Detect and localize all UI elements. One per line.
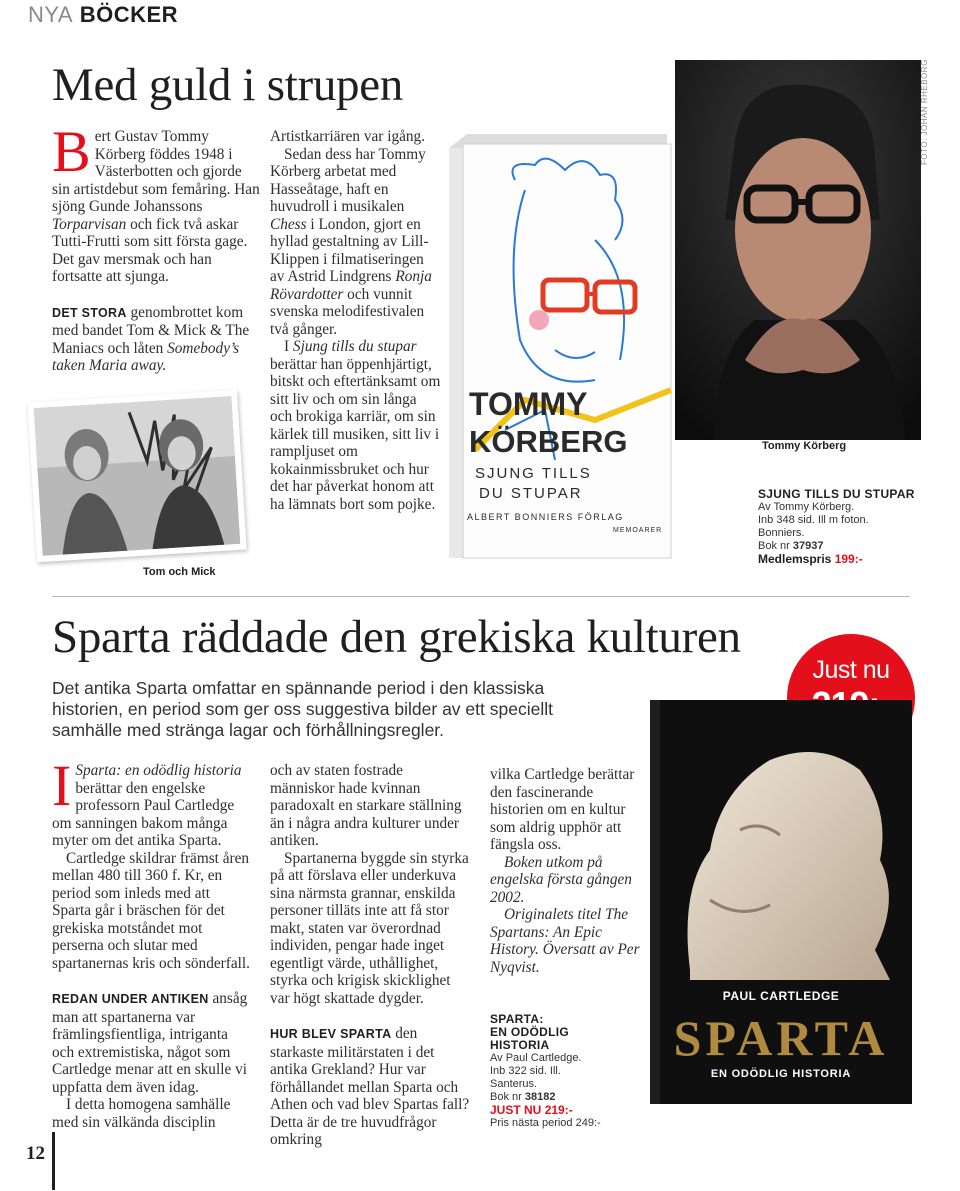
body-text: Sedan dess har Tommy Körberg arbetat med Hasseåtage, haft en huvudroll i musikalen	[270, 145, 426, 215]
product-price: Medlemspris 199:-	[758, 552, 863, 566]
body-emphasis: Boken utkom på engelska första gången 2002.	[490, 853, 632, 906]
cover-title-line2: DU STUPAR	[479, 485, 583, 502]
paragraph-lead: HUR BLEV SPARTA	[270, 1027, 392, 1041]
paragraph-lead: DET STORA	[52, 305, 127, 320]
article2-headline: Sparta räddade den grekiska kulturen	[52, 611, 741, 663]
body-text: och fick två askar Tutti-Frutti som sitt första gage. Det gav mersmak och han fortsatte att sjunga.	[52, 215, 248, 285]
product-booknr: Bok nr 37937	[758, 540, 824, 552]
cover-subtitle: EN ODÖDLIG HISTORIA	[710, 1068, 852, 1080]
product-title: HISTORIA	[490, 1038, 550, 1052]
badge-label: Just nu	[812, 656, 890, 684]
cover-publisher: ALBERT BONNIERS FÖRLAG	[467, 512, 624, 522]
body-text: den starkaste militärstaten i det antika Grekland? Hur var förhållandet mellan Sparta och Athen och vad blev Spartas fall? Detta är de tre huvudfrågor omkring	[270, 1025, 470, 1148]
dropcap: I	[52, 753, 72, 818]
product-info-2	[490, 1013, 640, 1130]
photo-credit: FOTO: JOHAN RHEBORG	[920, 59, 929, 165]
body-text: ert Gustav Tommy Körberg föddes 1948 i Västerbotten och gjorde sin artistdebut som femåring. Han sjöng Gunde Johanssons	[52, 128, 260, 215]
cover-author-line1: TOMMY	[469, 386, 588, 422]
body-text: I detta homogena samhälle med sin välkända disciplin	[52, 1096, 231, 1131]
article2-column-1	[52, 753, 252, 1131]
body-text: Spartanerna byggde sin styrka på att förslava eller underkuva sina närmsta grannar, enskilda personer tilläts inte att få stor makt, staten var överordnad individen, pengar hade inget egentligt värde, uthållighet, styrka och krigisk skicklighet var högt skattade dygder.	[270, 849, 469, 1007]
body-text: Cartledge skildrar främst åren mellan 480 till 360 f. Kr, en period som inleds med att Sparta går i bräschen för det grekiska motståndet mot perserna och slutar med spartanernas kris och sönderfall.	[52, 849, 250, 972]
body-text: I	[284, 338, 293, 355]
cover-title-line1: SJUNG TILLS	[475, 465, 592, 482]
sjung-tills-du-stupar-cover	[445, 130, 675, 560]
article1-column-2	[270, 128, 442, 513]
product-format: Inb 322 sid. Ill.	[490, 1065, 561, 1077]
article2-column-3	[490, 766, 640, 976]
body-text: berättar den engelske professorn Paul Cartledge om sanningen bakom många myter om det antika Sparta.	[52, 779, 235, 849]
body-text: berättar han öppenhjärtigt, bitskt och eftertänksamt om sitt liv och om sin långa och brokiga karriär, om sin kärlek till musiken, sitt liv i rampljuset om kokainmissbruket och hur det har påverkat honom att ha lämnats bort som pojke.	[270, 355, 441, 513]
section-divider	[52, 596, 910, 597]
section-header	[28, 2, 178, 28]
photo-caption: Tom och Mick	[143, 566, 216, 578]
body-emphasis: Sparta: en odödlig historia	[75, 762, 242, 779]
product-publisher: Bonniers.	[758, 527, 805, 539]
article1-column-1	[52, 119, 260, 375]
body-text: ansåg man att spartanerna var främlingsfientliga, intriganta och extremistiska, något som Cartledge menar att en skulle vi uppfatta dem även idag.	[52, 990, 248, 1096]
page-number-rule	[52, 1132, 55, 1190]
sparta-book-cover	[650, 700, 912, 1104]
body-emphasis: Torparvisan	[52, 215, 127, 233]
body-text: och vunnit svenska melodifestivalen två gånger.	[270, 285, 425, 338]
product-title: SJUNG TILLS DU STUPAR	[758, 487, 915, 501]
body-emphasis: Chess	[270, 215, 307, 233]
section-prefix: NYA	[28, 2, 74, 27]
portrait-caption: Tommy Körberg	[762, 440, 847, 452]
tommy-korberg-portrait	[675, 60, 921, 440]
paragraph-lead: REDAN UNDER ANTIKEN	[52, 992, 209, 1006]
section-title: BÖCKER	[79, 2, 179, 27]
product-info-1	[758, 488, 918, 566]
body-text: genombrottet kom med bandet Tom & Mick & The Maniacs och låten	[52, 303, 250, 357]
body-emphasis: Somebody’s taken Maria away.	[52, 339, 240, 374]
product-author: Av Tommy Körberg.	[758, 501, 855, 513]
tom-och-mick-photo	[27, 390, 246, 563]
cover-title: SPARTA	[673, 1010, 889, 1066]
body-text: Artistkarriären var igång.	[270, 128, 426, 145]
product-price: JUST NU 219:-	[490, 1103, 573, 1117]
body-text: i London, gjort en hyllad gestaltning av Lill-Klippen i filmatiseringen av Astrid Lindgrens	[270, 215, 429, 285]
cover-genre: MEMOARER	[613, 527, 663, 534]
product-title: EN ODÖDLIG	[490, 1025, 570, 1039]
article1-headline: Med guld i strupen	[52, 59, 403, 111]
body-text: och av staten fostrade människor hade kvinnan paradoxalt en starkare ställning än i några andra kulturer under antiken.	[270, 762, 462, 849]
photo-image	[34, 396, 241, 556]
dropcap: B	[52, 119, 91, 184]
body-emphasis: Sjung tills du stupar	[292, 338, 417, 355]
cover-author: PAUL CARTLEDGE	[722, 989, 840, 1003]
body-emphasis: Originalets titel The Spartans: An Epic History. Översatt av Per Nyqvist.	[490, 906, 640, 976]
product-booknr: Bok nr 38182	[490, 1091, 556, 1103]
page-number: 12	[26, 1143, 45, 1164]
article2-column-2	[270, 762, 470, 1149]
product-publisher: Santerus.	[490, 1078, 538, 1090]
cover-author-line2: KÖRBERG	[469, 424, 628, 459]
product-title: SPARTA:	[490, 1012, 544, 1026]
body-text: vilka Cartledge berättar den fascinerande historien om en kultur som aldrig upphör att fängsla oss.	[490, 766, 635, 853]
product-author: Av Paul Cartledge.	[490, 1052, 582, 1064]
product-format: Inb 348 sid. Ill m foton.	[758, 514, 869, 526]
product-next-period-price: Pris nästa period 249:-	[490, 1117, 601, 1129]
body-emphasis: Ronja Rövardotter	[270, 268, 432, 303]
article2-ingress: Det antika Sparta omfattar en spännande period i den klassiska historien, en period som ger oss suggestiva bilder av ett speciellt samhälle med stränga lagar och förhållningsregler.	[52, 678, 553, 740]
